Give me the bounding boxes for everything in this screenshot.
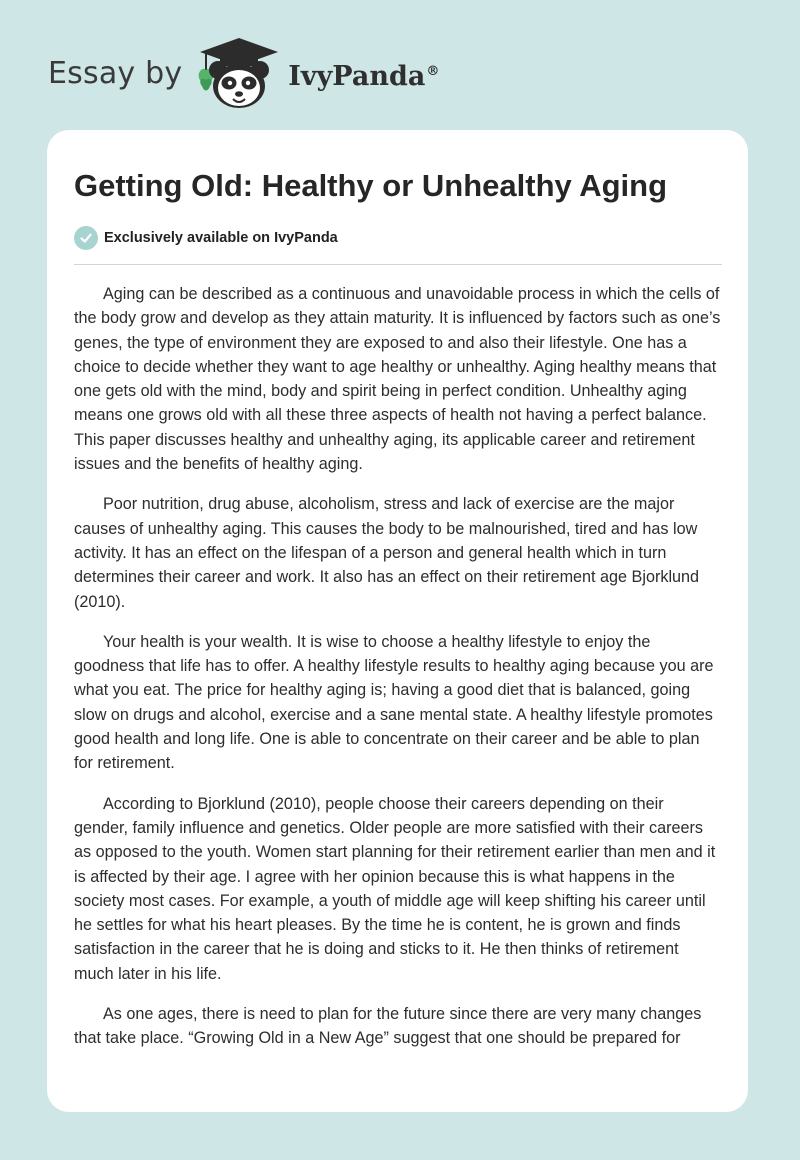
paragraph: Aging can be described as a continuous and unavoidable process in which the cells of the body grow and develop as they attain maturity. It is influenced by factors such as one’s genes, the type of environment they are exposed to and also their lifestyle. One has a choice to decide whether they want to age healthy or unhealthy. Aging healthy means that one gets old with the mind, body and spirit being in perfect condition. Unhealthy aging means one grows old with all these three aspects of health not having a perfect balance. This paper discusses healthy and unhealthy aging, its applicable career and retirement issues and the benefits of healthy aging. [74,285,721,474]
panda-mascot-icon [196,36,282,110]
availability-text: Exclusively available on IvyPanda [104,230,338,246]
brand-name: IvyPanda® [288,60,440,92]
paragraph: Your health is your wealth. It is wise to choose a healthy lifestyle to enjoy the goodness that life has to offer. A healthy lifestyle results to healthy aging because you are what you eat. The price for healthy aging is; having a good diet that is balanced, going slow on drugs and alcohol, exercise and a sane mental state. A healthy lifestyle promotes good health and long life. One is able to concentrate on their career and be able to plan for retirement. [74,632,714,773]
availability-badge [74,226,722,250]
paragraph: According to Bjorklund (2010), people choose their careers depending on their gender, family influence and genetics. Older people are more satisfied with their careers as opposed to the youth. Women start planning for their retirement earlier than men and it is affected by their age. I agree with her opinion because this is what happens in the society most cases. For example, a youth of middle age will keep shifting his career until he settles for what his heart pleases. By the time he is content, he is grown and finds satisfaction in the career that he is doing and sticks to it. He then thinks of retirement much later in his life. [74,794,716,983]
paragraph: As one ages, there is need to plan for the future since there are very many changes that take place. “Growing Old in a New Age” suggest that one should be prepared for [74,1005,702,1048]
essay-title: Getting Old: Healthy or Unhealthy Aging [74,168,668,203]
check-icon [74,226,98,250]
essay-body [74,282,722,1051]
brand-prefix: Essay by [48,55,183,91]
brand-header [48,36,439,110]
paragraph: Poor nutrition, drug abuse, alcoholism, stress and lack of exercise are the major causes of unhealthy aging. This causes the body to be malnourished, tired and has low activity. It has an effect on the lifespan of a person and general health which in turn determines their career and work. It also has an effect on their retirement age Bjorklund (2010). [74,495,700,611]
divider [74,264,722,265]
essay-card [47,130,748,1112]
